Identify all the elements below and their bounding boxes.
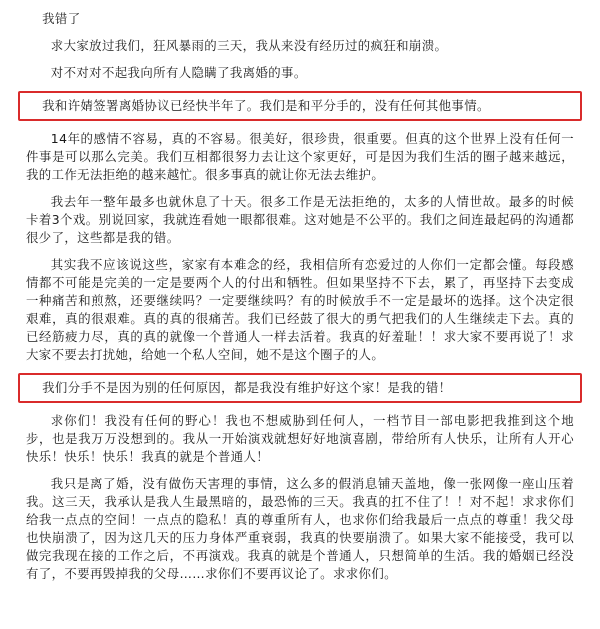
paragraph: 求你们！我没有任何的野心！我也不想威胁到任何人，一档节目一部电影把我推到这个地步，也是我万万没想到的。我从一开始演戏就想好好地演喜剧，带给所有人快乐，让所有人开心快乐！快乐！快乐！我真的就是个普通人！ <box>26 413 574 464</box>
paragraph: 求大家放过我们，狂风暴雨的三天，我从来没有经历过的疯狂和崩溃。 <box>50 38 448 53</box>
paragraph: 对不对对不起我向所有人隐瞒了我离婚的事。 <box>50 65 307 80</box>
highlighted-paragraph: 我们分手不是因为别的任何原因，都是我没有维护好这个家！是我的错！ <box>18 373 582 403</box>
paragraph: 我只是离了婚，没有做伤天害理的事情，这么多的假消息铺天盖地，像一张网像一座山压着我。这三天，我承认是我人生最黑暗的，最恐怖的三天。我真的扛不住了！！对不起！求求你们给我一点点的空间！一点点的隐私！真的尊重所有人，也求你们给我最后一点点的尊重！我父母也快崩溃了，因为这几天的压力身体严重衰弱，我真的快要崩溃了。如果大家不能接受，我可以做完我现在接的工作之后，不再演戏。我真的就是个普通人，只想简单的生活。我的婚姻已经没有了，不要再毁掉我的父母……求你们不要再议论了。求求你们。 <box>26 476 574 581</box>
paragraph: 我去年一整年最多也就休息了十天。很多工作是无法拒绝的，太多的人情世故。最多的时候卡着3个戏。别说回家，我就连看她一眼都很难。这对她是不公平的。我们之间连最起码的沟通都很少了，这些都是我的错。 <box>26 194 574 245</box>
paragraph: 其实我不应该说这些，家家有本难念的经，我相信所有恋爱过的人你们一定都会懂。每段感情都不可能是完美的一定是要两个人的付出和牺牲。但如果坚持不下去，累了，再坚持下去变成一种痛苦和煎熬，还要继续吗？一定要继续吗？有的时候放手不一定是最坏的选择。这个决定很艰难，真的很艰难。真的真的很痛苦。我们已经鼓了很大的勇气把我们的人生继续走下去。真的已经筋疲力尽，真的真的就像一个普通人一样去活着。我真的好羞耻！！求大家不要再说了！求大家不要去打扰她，给她一个私人空间，她不是这个圈子的人。 <box>26 257 574 362</box>
highlighted-paragraph: 我和许婧签署离婚协议已经快半年了。我们是和平分手的，没有任何其他事情。 <box>18 91 582 121</box>
paragraph: 14年的感情不容易，真的不容易。很美好，很珍贵，很重要。但真的这个世界上没有任何一件事是可以那么完美。我们互相都很努力去让这个家更好，可是因为我们生活的圈子越来越远，我的工作无法拒绝的越来越忙。很多事真的就让你无法去维护。 <box>26 131 574 182</box>
heading-line: 我错了 <box>42 11 81 26</box>
